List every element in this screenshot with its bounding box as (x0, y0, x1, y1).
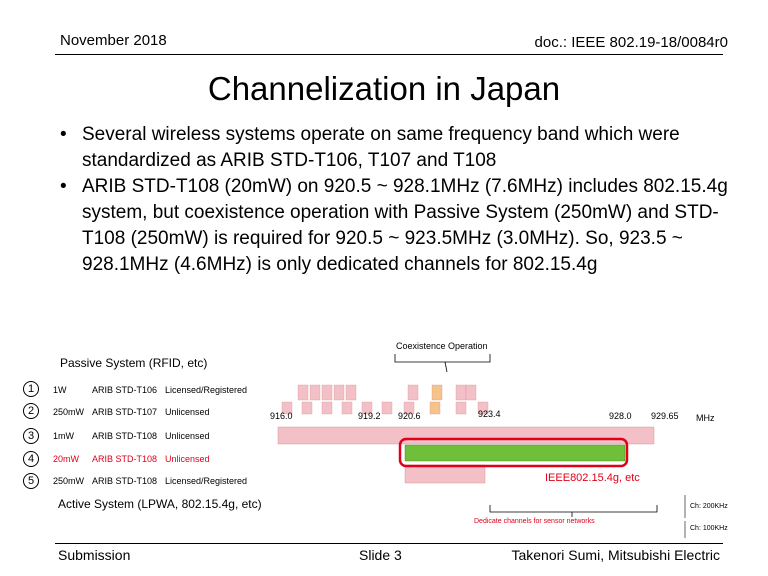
row1-power: 1W (53, 385, 67, 395)
row2-license: Unlicensed (165, 407, 210, 417)
freq-label: 920.6 (398, 411, 421, 421)
row4-power: 20mW (53, 454, 80, 464)
header-date: November 2018 (60, 32, 167, 49)
row3-standard: ARIB STD-T108 (92, 431, 158, 441)
row1-band (298, 385, 476, 400)
passive-system-label: Passive System (RFID, etc) (60, 356, 208, 370)
channel-100-label: Ch: 100KHz (690, 525, 728, 532)
dedicated-label: Dedicate channels for sensor networks (474, 518, 595, 525)
header-doc-id: doc.: IEEE 802.19-18/0084r0 (534, 34, 728, 51)
footer-author: Takenori Sumi, Mitsubishi Electric (511, 547, 720, 563)
row-number-5: 5 (23, 473, 39, 489)
freq-unit: MHz (696, 413, 715, 423)
bullet-dot-icon: • (60, 176, 67, 197)
footer-rule (55, 543, 723, 544)
freq-label: 916.0 (270, 411, 293, 421)
bullet-dot-icon: • (60, 124, 67, 145)
row2-standard: ARIB STD-T107 (92, 407, 158, 417)
row3-license: Unlicensed (165, 431, 210, 441)
freq-label: 919.2 (358, 411, 381, 421)
footer-submission: Submission (58, 547, 131, 563)
ieee-label: IEEE802.15.4g, etc (545, 472, 640, 484)
row4-license: Unlicensed (165, 454, 210, 464)
row-number-1: 1 (23, 381, 39, 397)
row4-band (405, 445, 625, 461)
dedicated-bracket (490, 505, 657, 512)
freq-label: 929.65 (651, 411, 679, 421)
row1-standard: ARIB STD-T106 (92, 385, 158, 395)
freq-label: 923.4 (478, 409, 501, 419)
row-number-3: 3 (23, 428, 39, 444)
coexistence-bracket (395, 354, 490, 362)
active-system-label: Active System (LPWA, 802.15.4g, etc) (58, 497, 262, 511)
page-title: Channelization in Japan (207, 70, 561, 107)
row3-band (278, 427, 654, 444)
footer-slide-number: Slide 3 (359, 547, 402, 563)
row5-license: Licensed/Registered (165, 476, 248, 486)
coexistence-label: Coexistence Operation (396, 341, 488, 351)
row5-power: 250mW (53, 476, 85, 486)
coexistence-pointer (445, 362, 447, 372)
channel-200-label: Ch: 200KHz (690, 503, 728, 510)
freq-label: 928.0 (609, 411, 632, 421)
bullet-text: Several wireless systems operate on same frequency band which were standardized as ARIB STD-T106, T107 and T108 (82, 124, 680, 171)
row2-band (282, 402, 488, 414)
row1-license: Licensed/Registered (165, 385, 248, 395)
bullet-text: ARIB STD-T108 (20mW) on 920.5 ~ 928.1MHz (7.6MHz) includes 802.15.4g system, but coexistence operation with Passive System (250mW) and STD-T108 (250mW) is required for 920.5 ~ 923.5MHz (3.0MHz). So, 923.5 ~ 928.1MHz (4.6MHz) is only dedicated channels for 802.15.4g (82, 176, 728, 275)
row-number-2: 2 (23, 403, 39, 419)
row3-power: 1mW (53, 431, 74, 441)
row5-standard: ARIB STD-T108 (92, 476, 158, 486)
row5-band (405, 465, 485, 483)
row4-standard: ARIB STD-T108 (92, 454, 158, 464)
row-number-4: 4 (23, 451, 39, 467)
row2-power: 250mW (53, 407, 85, 417)
